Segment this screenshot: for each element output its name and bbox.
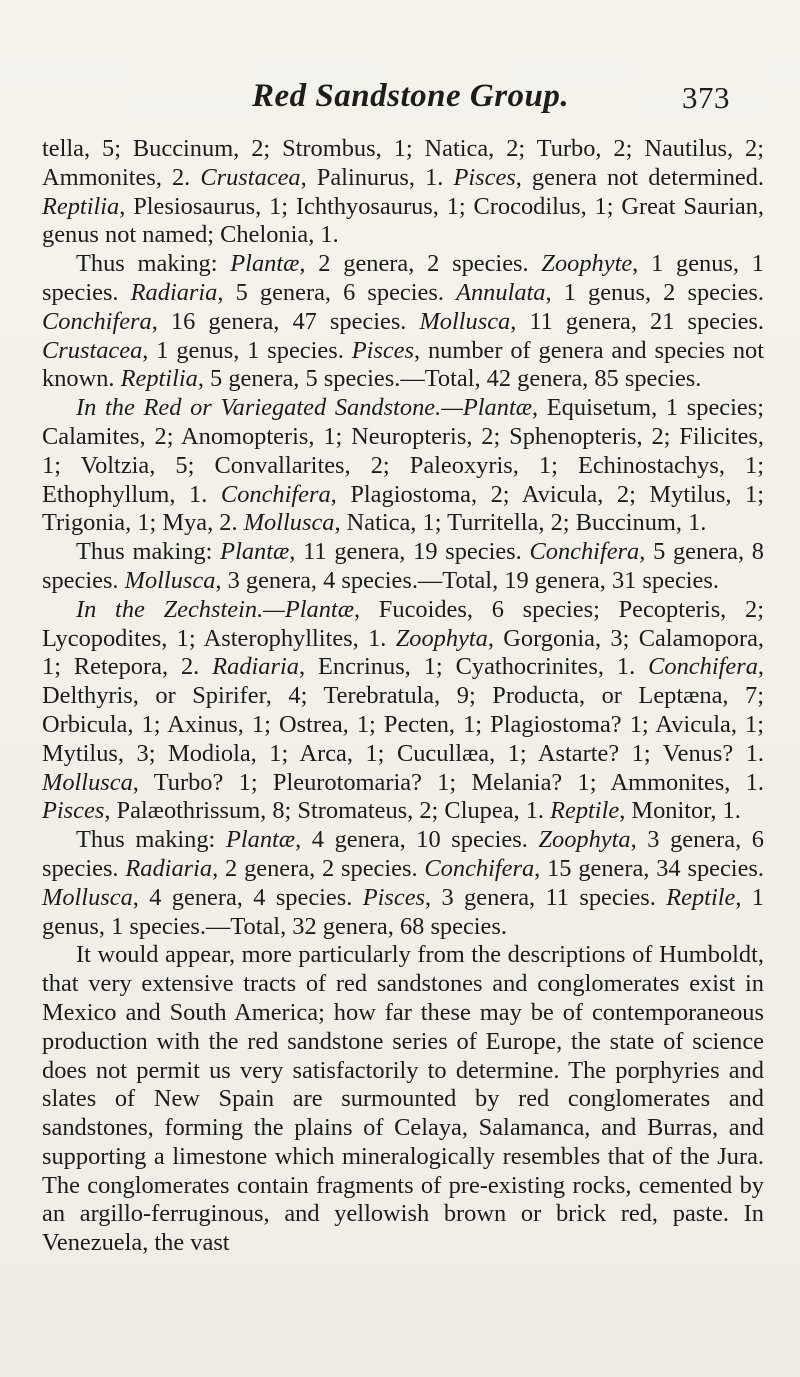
italic-text-run: Conchifera: [42, 307, 152, 335]
text-run: , 4 genera, 4 species.: [132, 883, 363, 911]
paragraph: [42, 941, 764, 1258]
text-run: , Monitor, 1.: [619, 797, 741, 825]
italic-text-run: Plantæ: [225, 826, 296, 854]
text-run: , 15 genera, 34 species.: [534, 854, 764, 882]
text-run: Thus making:: [76, 538, 221, 566]
italic-text-run: Conchifera: [424, 854, 535, 882]
text-run: , Palæothrissum, 8; Stromateus, 2; Clupea, 1.: [104, 797, 551, 825]
text-run: , genera not determined.: [515, 163, 765, 191]
italic-text-run: Reptile: [550, 797, 620, 825]
text-run: , number of genera and species not known.: [42, 336, 764, 393]
paragraph: [42, 135, 764, 250]
text-run: , 3 genera, 11 species.: [425, 883, 667, 911]
italic-text-run: Zoophyta: [395, 624, 488, 652]
italic-text-run: Pisces: [362, 883, 426, 911]
italic-text-run: Reptile: [666, 883, 736, 911]
text-run: , Palinurus, 1.: [300, 163, 454, 191]
text-run: , Delthyris, or Spirifer, 4; Terebratula, 9; Producta, or Leptæna, 7; Orbicula, 1; Axinus, 1; Ostrea, 1; Pecten, 1; Plagiostoma? 1; Avicula, 1; Mytilus, 3; Modiola, 1; Arca, 1; Cucullæa, 1; Astarte? 1; Venus? 1.: [42, 653, 764, 767]
text-run: , 16 genera, 47 species.: [151, 307, 420, 335]
italic-text-run: Mollusca: [124, 566, 216, 594]
text-run: , 4 genera, 10 species.: [295, 826, 539, 854]
italic-text-run: Mollusca: [243, 509, 335, 537]
italic-text-run: Annulata: [456, 278, 546, 306]
text-run: , Equisetum, 1 species; Calamites, 2; Anomopteris, 1; Neuropteris, 2; Sphenopteris, 2; Filicites, 1; Voltzia, 5; Convallarites, 2; Paleoxyris, 1; Echinostachys, 1; Ethophyllum, 1.: [42, 394, 764, 508]
text-run: Thus making:: [76, 826, 226, 854]
italic-text-run: Pisces: [351, 336, 414, 364]
text-run: , 2 genera, 2 species.: [212, 854, 425, 882]
text-run: Thus making:: [76, 250, 231, 278]
text-run: , Natica, 1; Turritella, 2; Buccinum, 1.: [334, 509, 707, 537]
text-run: , Turbo? 1; Pleurotomaria? 1; Melania? 1; Ammonites, 1.: [132, 768, 764, 796]
text-run: , 3 genera, 4 species.—Total, 19 genera, 31 species.: [215, 566, 719, 594]
italic-text-run: Mollusca: [42, 883, 133, 911]
italic-text-run: Radiaria: [212, 653, 299, 681]
italic-text-run: Conchifera: [220, 480, 331, 508]
italic-text-run: Plantæ: [220, 538, 290, 566]
text-run: , 1 genus, 1 species.: [42, 250, 764, 306]
page-header: [0, 78, 800, 128]
italic-text-run: Radiaria: [130, 278, 218, 306]
italic-text-run: Conchifera: [529, 538, 640, 566]
page-number: 373: [682, 80, 730, 115]
text-run: , 2 genera, 2 species.: [299, 250, 542, 278]
text-run: , 1 genus, 2 species.: [545, 278, 764, 306]
text-run: , 1 genus, 1 species.: [142, 336, 352, 364]
italic-text-run: Mollusca: [419, 307, 511, 335]
text-run: , Plagiostoma, 2; Avicula, 2; Mytilus, 1; Trigonia, 1; Mya, 2.: [42, 480, 764, 537]
paragraph: [42, 826, 764, 941]
text-run: , 1 genus, 1 species.—Total, 32 genera, 68 species.: [42, 883, 765, 940]
text-run: , 3 genera, 6 species.: [42, 826, 765, 882]
text-run: , 5 genera, 5 species.—Total, 42 genera, 85 species.: [197, 365, 702, 393]
text-run: , Gorgonia, 3; Calamopora, 1; Retepora, 2.: [42, 624, 764, 681]
italic-text-run: Crustacea: [200, 163, 301, 191]
italic-text-run: Conchifera: [648, 653, 758, 681]
text-run: tella, 5; Buccinum, 2; Strombus, 1; Natica, 2; Turbo, 2; Nautilus, 2; Ammonites, 2.: [42, 135, 764, 191]
text-run: , 11 genera, 19 species.: [289, 538, 530, 566]
running-title: Red Sandstone Group.: [252, 78, 570, 114]
italic-text-run: In the Red or Variegated Sandstone.—Plantæ: [76, 394, 532, 422]
italic-text-run: Reptilia: [120, 365, 198, 393]
text-run: , 11 genera, 21 species.: [510, 307, 764, 335]
body-text: [42, 135, 764, 1258]
italic-text-run: Zoophyta: [538, 826, 631, 854]
text-run: , Plesiosaurus, 1; Ichthyosaurus, 1; Crocodilus, 1; Great Saurian, genus not named; Chelonia, 1.: [42, 192, 764, 249]
text-run: , Encrinus, 1; Cyathocrinites, 1.: [298, 653, 649, 681]
paragraph: [42, 596, 764, 826]
italic-text-run: Pisces: [453, 163, 516, 191]
paragraph: [42, 250, 764, 394]
text-run: , 5 genera, 6 species.: [217, 278, 457, 306]
text-run: , Fucoides, 6 species; Pecopteris, 2; Lycopodites, 1; Asterophyllites, 1.: [42, 595, 764, 652]
paragraph: [42, 538, 764, 596]
text-run: , 5 genera, 8 species.: [42, 538, 764, 594]
italic-text-run: Plantæ: [230, 250, 300, 278]
italic-text-run: Mollusca: [42, 768, 133, 796]
text-run: It would appear, more particularly from the descriptions of Humboldt, that very extensive tracts of red sandstones and conglomerates exist in Mexico and South America; how far these may be of contemporaneous production with the red sandstone series of Europe, the state of science does not permit us very satisfactorily to determine. The porphyries and slates of New Spain are surmounted by red conglomerates and sandstones, forming the plains of Celaya, Salamanca, and Burras, and supporting a limestone which mineralogically resembles that of the Jura. The conglomerates contain fragments of pre-existing rocks, cemented by an argillo-ferruginous, and yellowish brown or brick red, paste. In Venezuela, the vast: [42, 941, 764, 1257]
italic-text-run: Reptilia: [42, 192, 120, 220]
italic-text-run: Zoophyte: [541, 250, 633, 278]
italic-text-run: Crustacea: [42, 336, 143, 364]
italic-text-run: Radiaria: [125, 854, 213, 882]
paragraph: [42, 394, 764, 538]
italic-text-run: In the Zechstein.—Plantæ: [76, 595, 354, 623]
italic-text-run: Pisces: [42, 797, 105, 825]
